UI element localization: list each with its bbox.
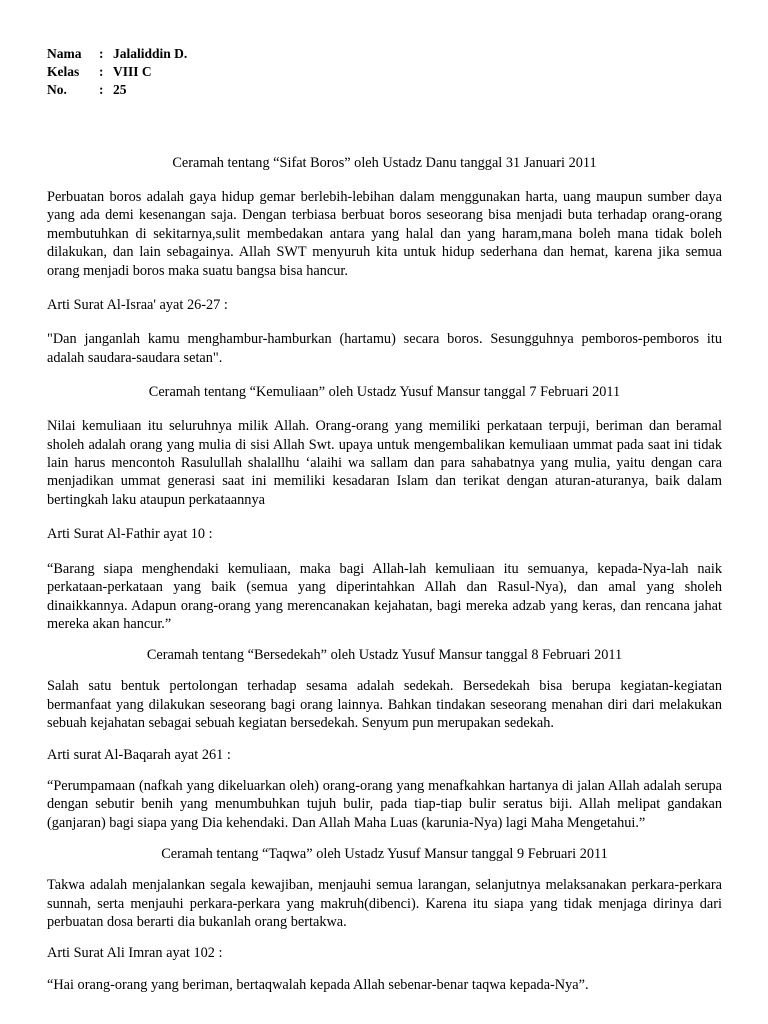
verse-ref-sifat-boros: Arti Surat Al-Israa' ayat 26-27 :: [47, 297, 228, 314]
number-label: No.: [47, 82, 67, 97]
section-body-taqwa: Takwa adalah menjalankan segala kewajiban, menjauhi semua larangan, selanjutnya melaksanakan perkara-perkara sunnah, serta menjauhi perkara-perkara yang makruh(dibenci). Karena itu siapa yang tidak menjaga dirinya dari perbuatan dosa berarti dia bukanlah orang bertakwa.: [47, 877, 722, 930]
section-title-taqwa: Ceramah tentang “Taqwa” oleh Ustadz Yusuf Mansur tanggal 9 Februari 2011: [161, 846, 608, 863]
verse-text-kemuliaan: “Barang siapa menghendaki kemuliaan, maka bagi Allah-lah kemuliaan itu semuanya, kepada-Nya-lah naik perkataan-perkataan yang baik (semua yang diperintahkan Allah dan Rasul-Nya), dan amal yang sholeh dinaikkannya. Adapun orang-orang yang merencanakan kejahatan, bagi mereka adzab yang keras, dan rencana jahat mereka akan hancur.”: [47, 560, 722, 632]
class-label: Kelas: [47, 64, 80, 79]
number-row: [47, 81, 722, 99]
section-title-kemuliaan: Ceramah tentang “Kemuliaan” oleh Ustadz Yusuf Mansur tanggal 7 Februari 2011: [148, 384, 621, 401]
number-colon: :: [99, 82, 104, 97]
verse-text-sifat-boros: "Dan janganlah kamu menghambur-hamburkan (hartamu) secara boros. Sesungguhnya pemboros-pemboros itu adalah saudara-saudara setan".: [47, 331, 722, 366]
section-body-sifat-boros: Perbuatan boros adalah gaya hidup gemar berlebih-lebihan dalam menggunakan harta, uang maupun sumber daya yang ada demi kesenangan saja. Dengan terbiasa berbuat boros seseorang bisa menjadi buta terhadap orang-orang membutuhkan di sekitarnya,sulit membedakan antara yang halal dan yang haram,mana boleh mana tidak boleh dilakukan, dan lain sebagainya. Allah SWT menyuruh kita untuk hidup sederhana dan hemat, karena jika semua orang menjadi boros maka suatu bangsa bisa hancur.: [47, 189, 722, 279]
section-body-bersedekah: Salah satu bentuk pertolongan terhadap sesama adalah sedekah. Bersedekah bisa berupa kegiatan-kegiatan bermanfaat yang dilakukan seseorang bagi orang lainnya. Bahkan tindakan seseorang menahan diri dari melakukan sebuah kejahatan sebagai sebuah kegiatan bersedekah. Senyum pun merupakan sedekah.: [47, 678, 722, 732]
section-title-sifat-boros: Ceramah tentang “Sifat Boros” oleh Ustadz Danu tanggal 31 Januari 2011: [172, 155, 597, 171]
class-value: VIII C: [113, 64, 152, 79]
class-colon: :: [99, 64, 104, 79]
verse-text-taqwa: “Hai orang-orang yang beriman, bertaqwalah kepada Allah sebenar-benar taqwa kepada-Nya”.: [47, 976, 589, 993]
name-label: Nama: [47, 46, 82, 61]
verse-ref-kemuliaan: Arti Surat Al-Fathir ayat 10 :: [47, 526, 213, 543]
section-title-bersedekah: Ceramah tentang “Bersedekah” oleh Ustadz Yusuf Mansur tanggal 8 Februari 2011: [146, 647, 623, 664]
verse-text-bersedekah: “Perumpamaan (nafkah yang dikeluarkan oleh) orang-orang yang menafkahkan hartanya di jalan Allah adalah serupa dengan sebutir benih yang menumbuhkan tujuh bulir, pada tiap-tiap bulir seratus biji. Allah melipat gandakan (ganjaran) bagi siapa yang Dia kehendaki. Dan Allah Maha Luas (karunia-Nya) lagi Maha Mengetahui.”: [47, 777, 722, 831]
verse-ref-taqwa: Arti Surat Ali Imran ayat 102 :: [47, 945, 223, 962]
verse-ref-bersedekah: Arti surat Al-Baqarah ayat 261 :: [47, 746, 231, 763]
name-row: [47, 45, 722, 63]
name-colon: :: [99, 46, 104, 61]
number-value: 25: [113, 82, 127, 97]
class-row: [47, 63, 722, 81]
name-value: Jalaliddin D.: [113, 46, 188, 61]
student-info: [47, 45, 722, 99]
section-body-kemuliaan: Nilai kemuliaan itu seluruhnya milik Allah. Orang-orang yang memiliki perkataan terpuji, beriman dan beramal sholeh adalah orang yang mulia di sisi Allah Swt. upaya untuk mengembalikan kemuliaan ummat pada saat ini tidak lain harus mencontoh Rasulullah shalallhu ‘alaihi wa sallam dan para sahabatnya yang mulia, yaitu dengan cara menjadikan ummat generasi saat ini memiliki kesadaran Islam dan terikat dengan aturan-aturanya, baik dalam bertingkah laku ataupun perkataannya: [47, 418, 722, 508]
